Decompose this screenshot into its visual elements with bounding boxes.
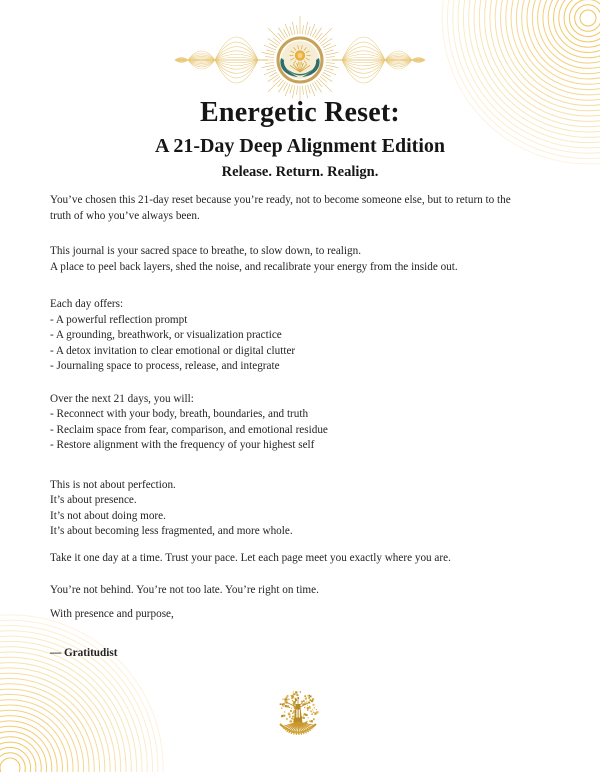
text-line: - Reclaim space from fear, comparison, and emotional residue — [50, 423, 328, 436]
body-paragraph — [50, 551, 560, 567]
text-line: — Gratitudist — [50, 647, 118, 659]
text-line: - Reconnect with your body, breath, boundaries, and truth — [50, 408, 309, 420]
heading-block — [0, 97, 600, 181]
text-line: You’ve chosen this 21-day reset because you’re ready, not to become someone else, but to return to the — [50, 194, 511, 206]
text-line: - A detox invitation to clear emotional or digital clutter — [50, 344, 296, 357]
body-paragraph — [50, 244, 560, 275]
text-line: It’s not about doing more. — [50, 509, 166, 522]
page-subtitle: A 21-Day Deep Alignment Edition — [154, 135, 446, 158]
body-paragraph — [50, 297, 560, 375]
body-paragraph — [50, 478, 560, 540]
text-line: It’s about becoming less fragmented, and more whole. — [50, 525, 293, 537]
page-title: Energetic Reset: — [200, 97, 400, 128]
text-line: This is not about perfection. — [50, 478, 176, 491]
page-tagline: Release. Return. Realign. — [221, 164, 379, 181]
signature — [50, 646, 560, 662]
sunburst-hands-emblem-icon — [170, 16, 430, 104]
text-line: With presence and purpose, — [50, 607, 174, 620]
body-paragraph — [50, 583, 560, 599]
body-paragraph — [50, 607, 560, 623]
text-line: Take it one day at a time. Trust your pace. Let each page meet you exactly where you are. — [50, 551, 451, 564]
text-line: It’s about presence. — [50, 494, 137, 506]
text-line: You’re not behind. You’re not too late. You’re right on time. — [50, 584, 319, 596]
text-line: Each day offers: — [50, 298, 124, 310]
text-line: - Journaling space to process, release, and integrate — [50, 360, 280, 372]
text-line: This journal is your sacred space to breathe, to slow down, to realign. — [50, 245, 361, 257]
body-text — [50, 193, 560, 662]
body-paragraph — [50, 392, 560, 454]
tree-of-life-logo-icon — [270, 685, 326, 743]
text-line: A place to peel back layers, shed the noise, and recalibrate your energy from the inside out. — [50, 260, 458, 273]
text-line: Over the next 21 days, you will: — [50, 392, 194, 405]
body-paragraph — [50, 193, 560, 224]
text-line: - Restore alignment with the frequency of your highest self — [50, 439, 315, 451]
text-line: truth of who you’ve always been. — [50, 209, 200, 222]
text-line: - A powerful reflection prompt — [50, 313, 188, 326]
text-line: - A grounding, breathwork, or visualization practice — [50, 329, 282, 341]
